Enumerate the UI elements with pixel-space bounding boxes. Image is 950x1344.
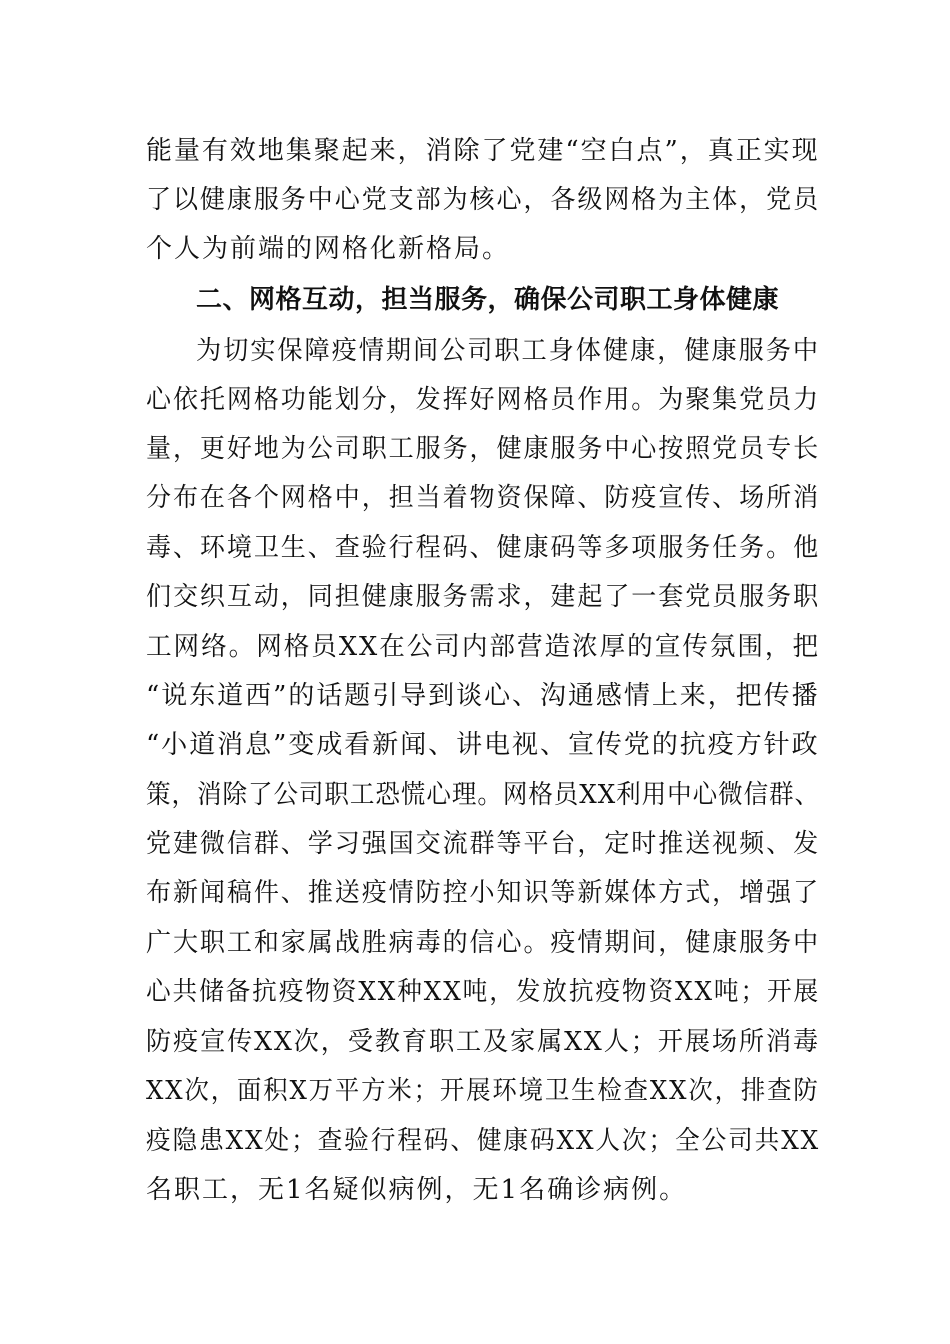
text-line-15: 党建微信群、学习强国交流群等平台，定时推送视频、发 — [146, 829, 821, 859]
text-line-7: 量，更好地为公司职工服务，健康服务中心按照党员专长 — [146, 434, 821, 464]
text-line-11: 工网络。网格员XX在公司内部营造浓厚的宣传氛围，把 — [146, 632, 821, 662]
text-line-13: “小道消息”变成看新闻、讲电视、宣传党的抗疫方针政 — [146, 730, 820, 760]
text-line-16: 布新闻稿件、推送疫情防控小知识等新媒体方式，增强了 — [146, 878, 821, 908]
text-line-17: 广大职工和家属战胜病毒的信心。疫情期间，健康服务中 — [146, 928, 821, 958]
text-line-21: 疫隐患XX处；查验行程码、健康码XX人次；全公司共XX — [146, 1126, 821, 1156]
text-line-2: 了以健康服务中心党支部为核心，各级网格为主体，党员 — [146, 185, 821, 215]
text-line-9: 毒、环境卫生、查验行程码、健康码等多项服务任务。他 — [146, 533, 821, 563]
text-line-1: 能量有效地集聚起来，消除了党建“空白点”，真正实现 — [146, 136, 820, 166]
text-line-10: 们交织互动，同担健康服务需求，建起了一套党员服务职 — [146, 582, 821, 612]
text-line-5: 为切实保障疫情期间公司职工身体健康，健康服务中 — [196, 336, 820, 366]
text-line-18: 心共储备抗疫物资XX种XX吨，发放抗疫物资XX吨；开展 — [146, 977, 821, 1007]
text-line-6: 心依托网格功能划分，发挥好网格员作用。为聚集党员力 — [146, 385, 821, 415]
section-heading: 二、网格互动，担当服务，确保公司职工身体健康 — [196, 285, 780, 315]
text-line-22: 名职工，无1名疑似病例，无1名确诊病例。 — [146, 1175, 688, 1205]
text-line-12: “说东道西”的话题引导到谈心、沟通感情上来，把传播 — [146, 681, 820, 711]
text-line-19: 防疫宣传XX次，受教育职工及家属XX人；开展场所消毒 — [146, 1027, 821, 1057]
text-line-20: XX次，面积X万平方米；开展环境卫生检查XX次，排查防 — [146, 1076, 820, 1106]
text-line-14: 策，消除了公司职工恐慌心理。网格员XX利用中心微信群、 — [146, 780, 821, 810]
text-line-8: 分布在各个网格中，担当着物资保障、防疫宣传、场所消 — [146, 483, 821, 513]
text-line-3: 个人为前端的网格化新格局。 — [146, 234, 511, 264]
